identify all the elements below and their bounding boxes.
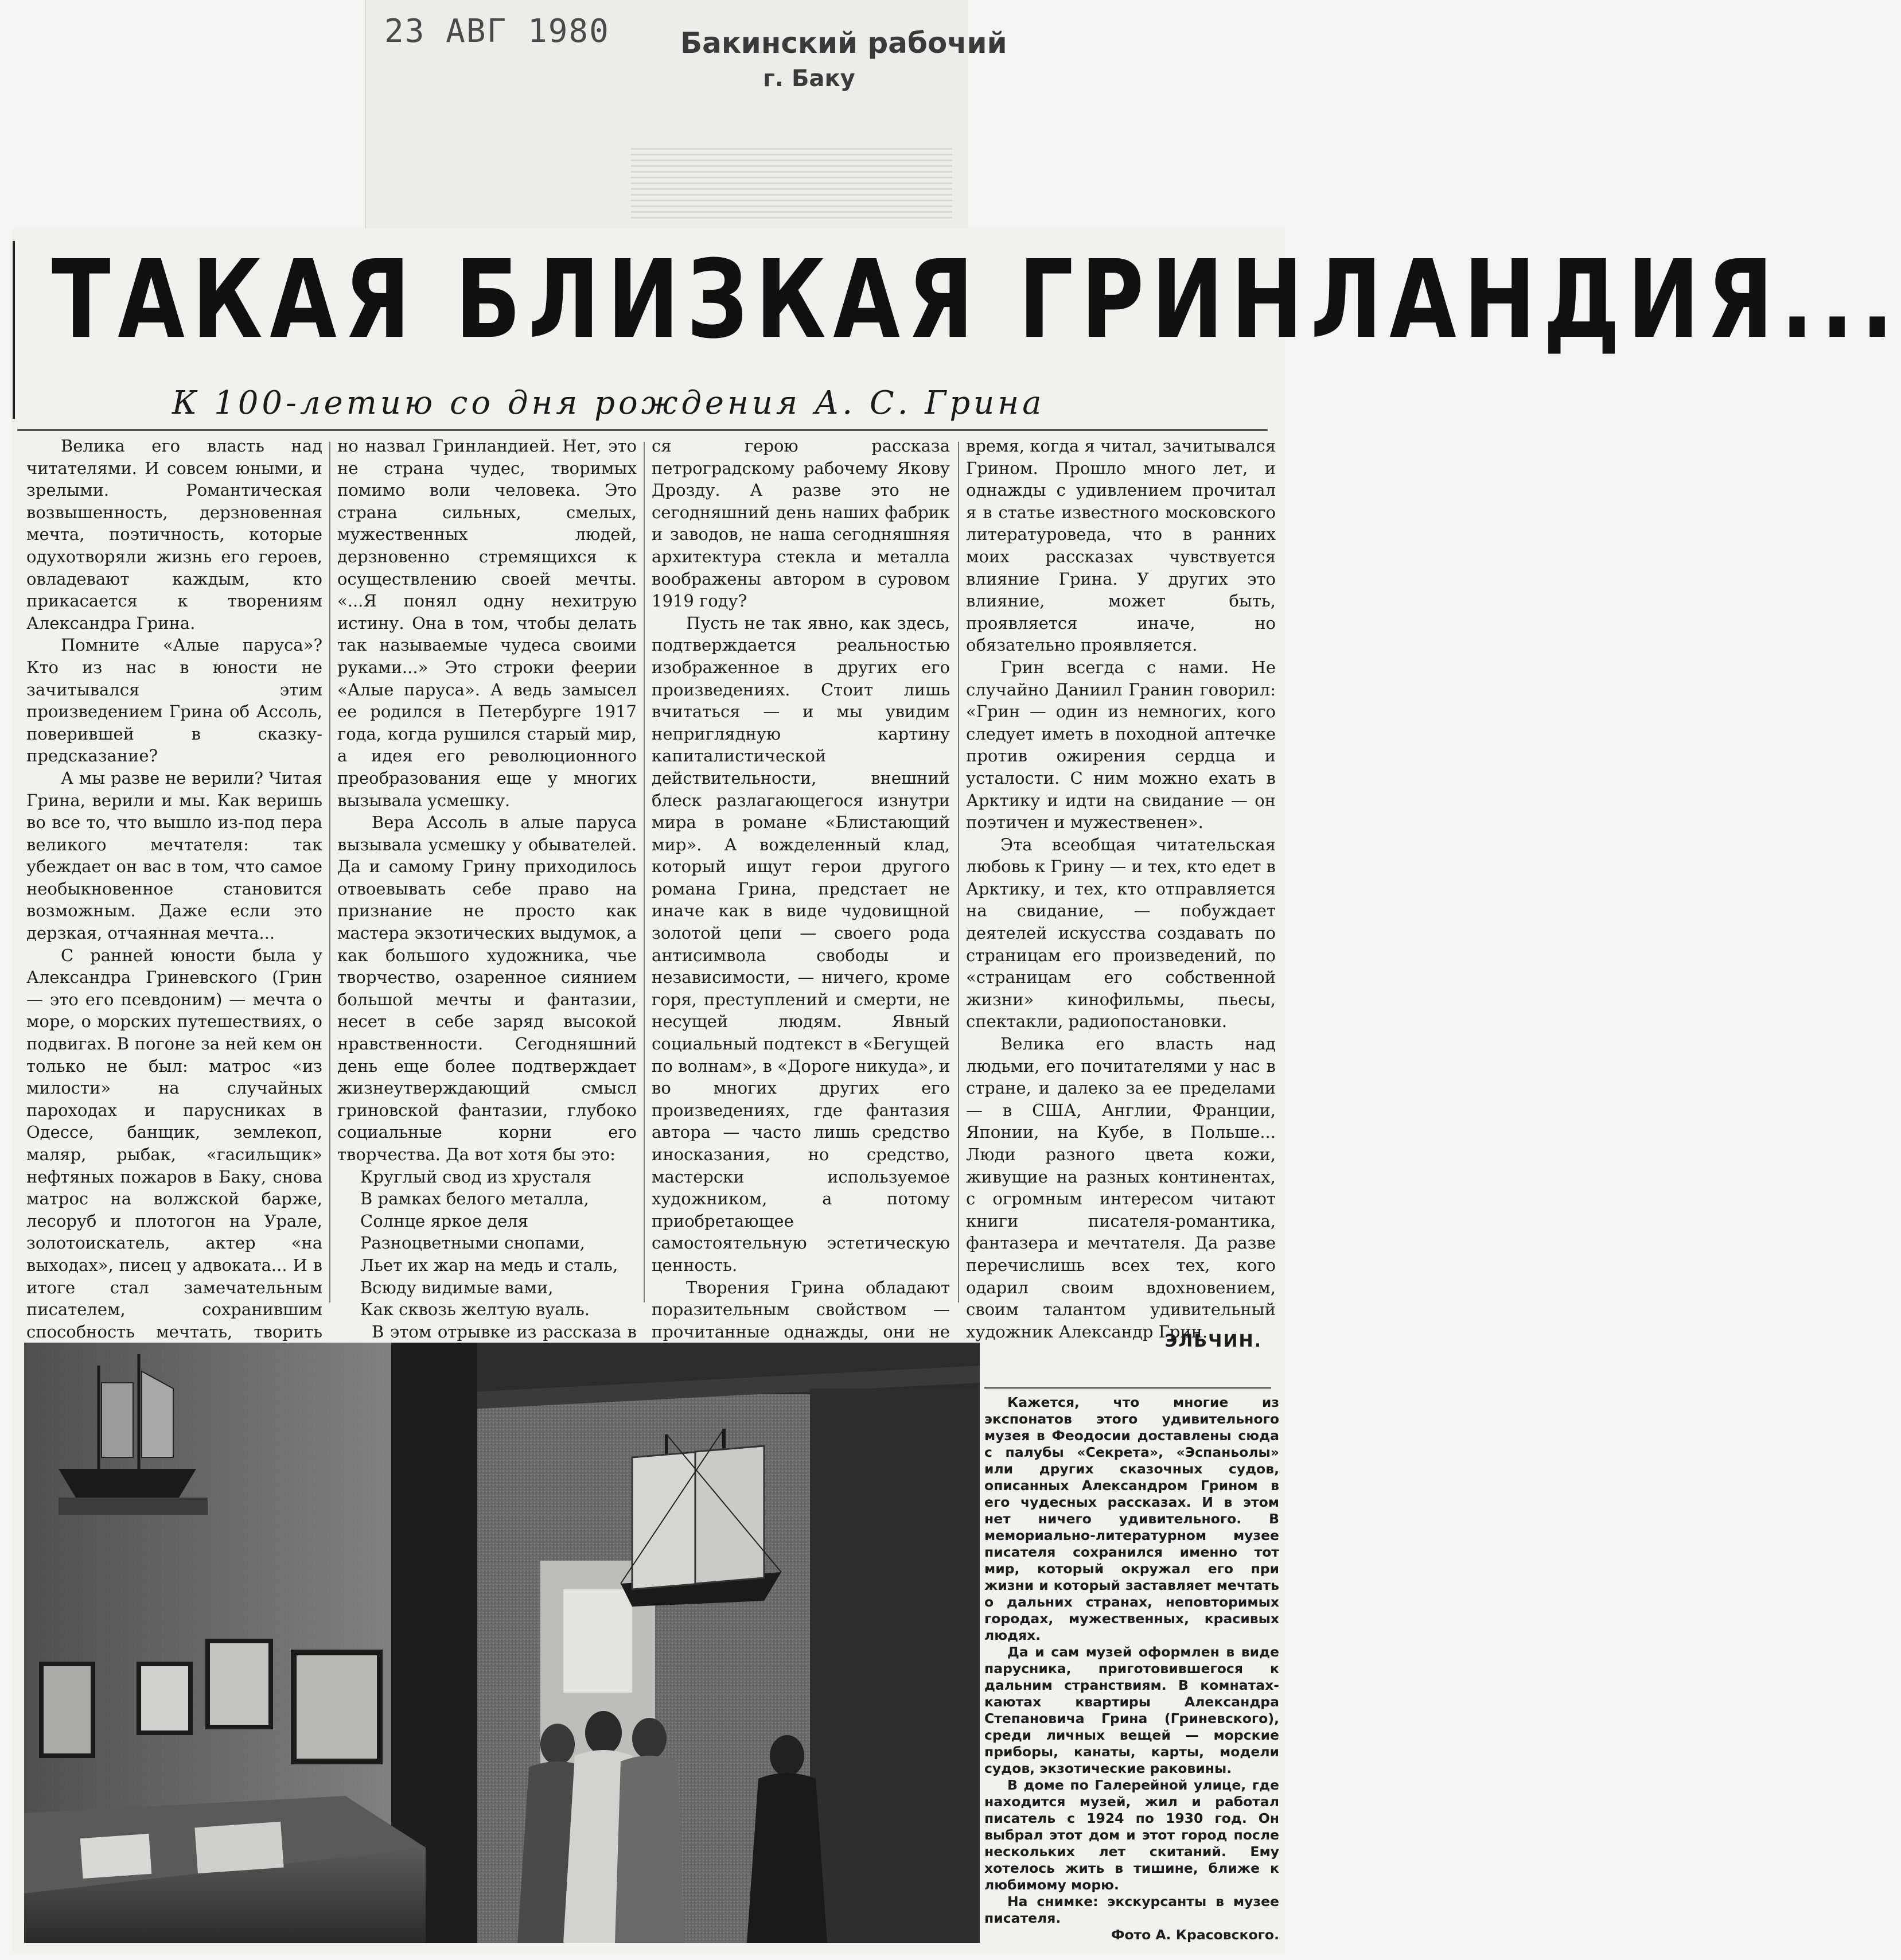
poem-line: Как сквозь желтую вуаль. <box>360 1300 590 1320</box>
paragraph: Грин всегда с нами. Не случайно Даниил Гранин говорил: «Грин — один из немногих, кого следует иметь в походной аптечке против ожирения сердца и усталости. С ним можно ехать в Арктику и идти на свидание — он поэтичен и мужественен». <box>966 657 1276 833</box>
decorative-hatching <box>631 148 952 223</box>
column-divider <box>958 442 959 1302</box>
text-column-1 <box>26 435 322 1341</box>
paragraph: А мы разве не верили? Читая Грина, верили и мы. Как веришь во все то, что вышло из-под пера великого мечтателя: так убеждает он вас в том, что самое необыкновенное становится возможным. Даже если это дерзкая, отчаянная мечта... <box>26 768 322 943</box>
wall-frame <box>208 1641 271 1727</box>
wall-frame <box>139 1664 190 1733</box>
article-author: ЭЛЬЧИН. <box>1164 1331 1262 1351</box>
paragraph: Творения Грина обладают поразительным свойством — прочитанные однажды, они не <box>652 1277 950 1341</box>
caption-paragraph: Да и сам музей оформлен в виде парусника, приготовившегося к дальним странствиям. В комнатах-каютах квартиры Александра Степановича Грина (Гриневского), среди личных вещей — морские приборы, канаты, карты, модели судов, экзотические раковины. <box>984 1644 1279 1776</box>
photo-credit: Фото А. Красовского. <box>1111 1927 1279 1943</box>
paragraph: Эта всеобщая читательская любовь к Грину — и тех, кто едет в Арктику, и тех, кто отправляется на свидание, — побуждает деятелей искусства создавать по страницам его произведений, по «страницам его собственной жизни» кинофильмы, пьесы, спектакли, радиопостановки. <box>966 834 1276 1032</box>
paragraph: Помните «Алые паруса»? Кто из нас в юности не зачитывался этим произведением Грина об Ассоль, поверившей в сказку-предсказание? <box>26 635 322 766</box>
paragraph: Велика его власть над читателями. И совсем юными, и зрелыми. Романтическая возвышенность, дерзновенная мечта, поэтичность, которые одухотворяли жизнь его героев, овладевают каждым, кто прикасается к творениям Александра Грина. <box>26 436 322 633</box>
poem-line: Круглый свод из хрусталя <box>360 1166 592 1187</box>
column-divider <box>644 442 645 1302</box>
caption-divider <box>984 1387 1271 1389</box>
text-column-2 <box>337 435 637 1341</box>
stamp-city: г. Баку <box>763 65 855 92</box>
paragraph: ся герою рассказа петроградскому рабочему Якову Дрозду. А разве это не сегодняшний день наших фабрик и заводов, не наша сегодняшняя архитектура стекла и металла воображены автором в суровом 1919 году? <box>652 436 950 611</box>
paragraph: Велика его власть над людьми, его почитателями у нас в стране, и далеко за ее пределами — в США, Англии, Франции, Японии, на Кубе, в Польше... Люди разного цвета кожи, живущие на разных континентах, с огромным интересом читают книги писателя-романтика, фантазера и мечтателя. Да разве перечислишь всех тех, кого одарил своим вдохновением, своим талантом удивительный художник Александр Грин. <box>966 1034 1276 1341</box>
wall-frame <box>41 1664 93 1756</box>
caption-paragraph: На снимке: экскурсанты в музее писателя. <box>984 1893 1279 1926</box>
paragraph: С ранней юности была у Александра Гриневского (Грин — это его псевдоним) — мечта о море, о морских путешествиях, о подвигах. В погоне за ней кем он только не был: матрос «из милости» на случайных пароходах и парусниках в Одессе, банщик, землекоп, маляр, рыбак, «гасильщик» нефтяных пожаров в Баку, снова матрос на волжской барже, лесоруб и плотогон на Урале, золотоискатель, актер «на выходах», писец у адвоката... И в итоге стал замечательным писателем, сохранившим способность мечтать, творить <box>26 945 322 1341</box>
poem-line: Льет их жар на медь и сталь, <box>360 1255 618 1275</box>
poem-line: Солнце яркое деля <box>360 1211 528 1231</box>
photo-illustration <box>24 1343 980 1943</box>
column-divider <box>329 442 330 1302</box>
left-border-rule <box>13 241 15 419</box>
poem-line: Разноцветными снопами, <box>360 1233 585 1253</box>
photo-caption <box>984 1394 1279 1945</box>
paragraph: Пусть не так явно, как здесь, подтверждается реальностью изображенное в других его произведениях. Стоит лишь вчитаться — и мы увидим неприглядную картину капиталистической действительности, внешний блеск разлагающегося изнутри мира в романе «Блистающий мир». А вожделенный клад, который ищут герои другого романа Грина, предстает не иначе как в виде чудовищной золотой цепи — своего рода антисимвола свободы и независимости, — ничего, кроме горя, преступлений и смерти, не несущей людям. Явный социальный подтекст в «Бегущей по волнам», в «Дороге никуда», и во многих других его произведениях, где фантазия автора — часто лишь средство иносказания, но средство, мастерски используемое художником, а потому приобретающее самостоятельную эстетическую ценность. <box>652 613 950 1275</box>
poem-line: Всюду видимые вами, <box>360 1277 554 1297</box>
poem-line: В рамках белого металла, <box>360 1189 589 1209</box>
header-divider <box>17 429 1268 431</box>
caption-paragraph: Кажется, что многие из экспонатов этого удивительного музея в Феодосии доставлены сюда с палубы «Секрета», «Эспаньолы» или других сказочных судов, описанных Александром Грином в его чудесных рассказах. И в этом нет ничего удивительного. В мемориально-литературном музее писателя сохранился именно тот мир, который окружал его при жизни и который заставляет мечтать о дальних странах, неповторимых городах, мужественных, красивых людях. <box>984 1394 1279 1643</box>
paragraph: Вера Ассоль в алые паруса вызывала усмешку у обывателей. Да и самому Грину приходилось отвоевывать себе право на признание не просто как мастера экзотических выдумок, а как большого художника, чье творчество, озаренное сиянием большой мечты и фантазии, несет в себе заряд высокой нравственности. Сегодняшний день еще более подтверждает жизнеутверждающий смысл гриновской фантазии, глубоко социальные корни его творчества. Да вот хотя бы это: <box>337 812 637 1164</box>
paragraph: но назвал Гринландией. Нет, это не страна чудес, творимых помимо воли человека. Это страна сильных, смелых, мужественных людей, дерзновенно стремящихся к осуществлению своей мечты. «...Я понял одну нехитрую истину. Она в том, чтобы делать так называемые чудеса своими руками...» Это строки феерии «Алые паруса». А ведь замысел ее родился в Петербурге 1917 года, когда рушился старый мир, а идея его революционного преобразования еще у многих вызывала усмешку. <box>337 436 637 810</box>
stamp-newspaper-name: Бакинский рабочий <box>680 26 1007 60</box>
museum-photo <box>24 1343 980 1943</box>
stamp-date: 23 АВГ 1980 <box>384 13 610 50</box>
text-column-3 <box>652 435 950 1341</box>
paragraph: В этом отрывке из рассказа в <box>372 1321 637 1341</box>
subheadline: К 100-летию со дня рождения А. С. Грина <box>172 384 1045 422</box>
headline: ТАКАЯ БЛИЗКАЯ ГРИНЛАНДИЯ... <box>52 237 1901 363</box>
wall-frame <box>294 1652 380 1761</box>
caption-paragraph: В доме по Галерейной улице, где находится музей, жил и работал писатель с 1924 по 1930 год. Он выбрал этот дом и этот город после нескольких лет скитаний. Ему хотелось жить в тишине, ближе к любимому морю. <box>984 1777 1279 1893</box>
paragraph: время, когда я читал, зачитывался Грином. Прошло много лет, и однажды с удивлением прочитал я в статье известного московского литературоведа, что в ранних моих рассказах чувствуется влияние Грина. У других это влияние, может быть, проявляется иначе, но обязательно проявляется. <box>966 436 1276 655</box>
